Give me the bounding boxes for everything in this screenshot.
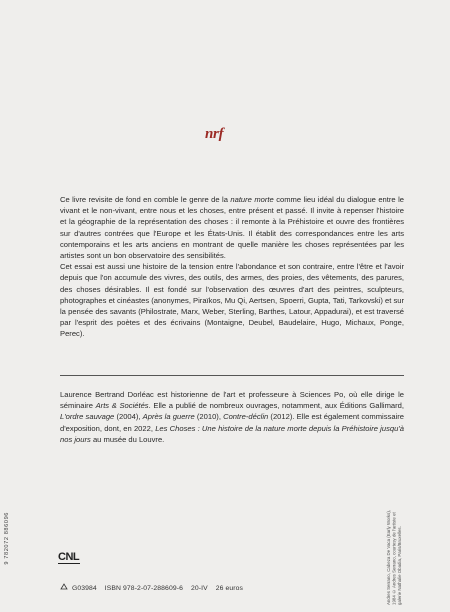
barcode-digits: 9 782072 886096 <box>4 512 10 565</box>
summary-text <box>60 194 404 340</box>
cnl-logo: CNL <box>58 551 80 563</box>
footer-price: 26 euros <box>215 585 243 592</box>
footer-isbn: ISBN 978-2-07-288609-6 <box>104 585 183 592</box>
summary-paragraph-2: Cet essai est aussi une histoire de la tension entre l'abondance et son contraire, entre l'être et l'avoir depuis que l'on accumule des vivres, des outils, des armes, des proies, des vêtements, des parures, des choses désirables. Il est fondé sur l'observation des œuvres d'art des peintres, sculpteurs, photographes et cinéastes (anonymes, Piraïkos, Mu Qi, Aertsen, Spoerri, Gupta, Tati, Tarkovski) et sur la pensée des savants (Philostrate, Marx, Weber, Sterling, Barthes, Latour, Appadurai), et est traversé par l'esprit des poètes et des écrivains (Montaigne, Deubel, Baudelaire, Hugo, Michaux, Ponge, Perec). <box>60 262 404 339</box>
publisher-logo: nrf <box>205 126 224 142</box>
divider <box>60 375 404 376</box>
footer-info <box>60 583 243 592</box>
footer-code: G03984 <box>72 585 97 592</box>
recycle-icon <box>60 583 68 592</box>
cnl-logo-underline <box>58 563 80 567</box>
image-credit: Andres Serrano, Cabeza De Vaca (Early Works), 1984 © Andres Serrano, courtesy de l'artiste et galerie Nathalie Obadia, Paris/Bruxelles. <box>386 509 403 605</box>
author-bio: Laurence Bertrand Dorléac est historienne de l'art et professeure à Sciences Po, où elle dirige le séminaire Arts & Sociétés. Elle a publié de nombreux ouvrages, notamment, aux Éditions Gallimard, L'ordre sauvage (2004), Après la guerre (2010), Contre-déclin (2012). Elle est également commissaire d'exposition, dont, en 2022, Les Choses : Une histoire de la nature morte depuis la Préhistoire jusqu'à nos jours au musée du Louvre. <box>60 390 405 444</box>
summary-paragraph-1: Ce livre revisite de fond en comble le genre de la nature morte comme lieu idéal du dialogue entre le vivant et le non-vivant, entre nous et les choses, entre présent et passé. Il invite à repenser l'histoire et la géographie de la représentation des choses : il remonte à la Préhistoire et ouvre des frontières sur d'autres contrées que l'Europe et les États-Unis. Il établit des correspondances entre les arts contemporains et les arts anciens en montrant de quelle manière les choses représentées par les artistes sont un bon observatoire des sensibilités. <box>60 195 404 261</box>
footer-date: 20-IV <box>190 585 208 592</box>
